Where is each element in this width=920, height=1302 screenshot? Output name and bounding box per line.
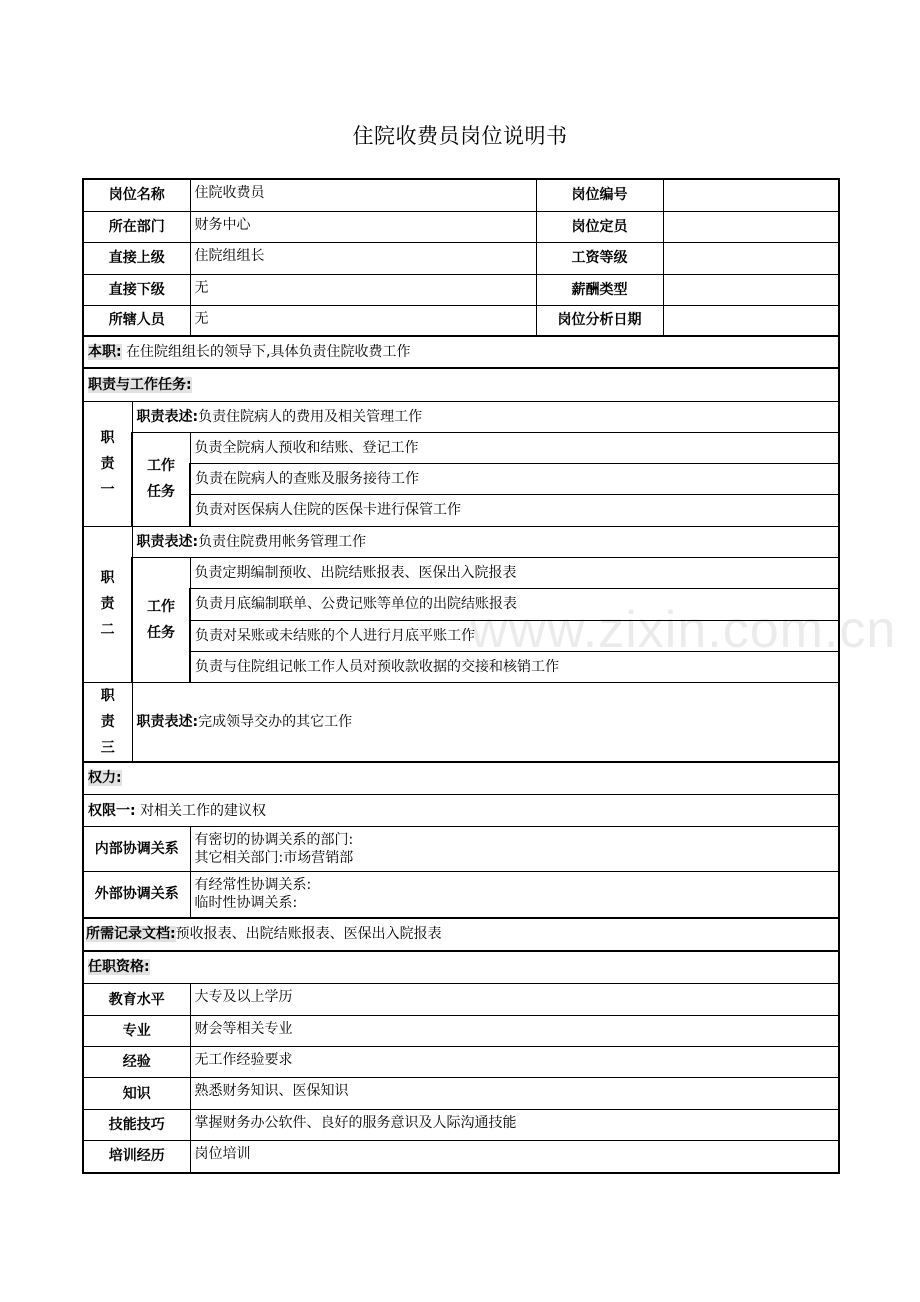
basic-value: 财务中心 xyxy=(190,211,536,242)
task-item: 负责月底编制联单、公费记账等单位的出院结账报表 xyxy=(190,588,839,620)
watermark: www.zixin.com.cn xyxy=(470,601,897,659)
duty-desc-text: 完成领导交办的其它工作 xyxy=(198,713,353,730)
basic-value: 住院收费员 xyxy=(190,179,536,211)
qual-label: 经验 xyxy=(83,1047,190,1078)
coord-line: 有密切的协调关系的部门: xyxy=(194,832,354,848)
external-coord-row xyxy=(83,872,839,918)
coord-line: 临时性协调关系: xyxy=(194,895,298,912)
duties-header: 职责与工作任务: xyxy=(88,376,192,393)
duty-desc-row xyxy=(83,526,839,557)
basic-value2 xyxy=(663,274,839,305)
basic-value2 xyxy=(663,179,839,211)
power-text: 对相关工作的建议权 xyxy=(140,802,267,819)
task-label: 工作 任务 xyxy=(132,557,190,682)
basic-label2: 岗位定员 xyxy=(536,211,663,242)
basic-label: 所在部门 xyxy=(83,211,190,242)
qual-row xyxy=(83,1016,839,1047)
basic-label2: 岗位分析日期 xyxy=(536,305,663,336)
qual-header-row xyxy=(83,951,839,984)
task-label: 工作 任务 xyxy=(132,432,190,526)
qual-row xyxy=(83,1078,839,1110)
coord-line: 有经常性协调关系: xyxy=(194,877,312,894)
duty-desc-text: 负责住院病人的费用及相关管理工作 xyxy=(198,408,423,425)
basic-row xyxy=(83,274,839,305)
internal-coord-label: 内部协调关系 xyxy=(83,827,190,872)
task-row xyxy=(83,651,839,682)
task-item: 负责对呆账或未结账的个人进行月底平账工作 xyxy=(190,620,839,651)
duty-desc-label: 职责表述: xyxy=(136,533,199,550)
duty-name: 职 责 二 xyxy=(83,526,132,682)
qual-row xyxy=(83,984,839,1016)
qual-row xyxy=(83,1141,839,1173)
duty-desc-row xyxy=(83,401,839,432)
qual-header: 任职资格: xyxy=(88,959,150,976)
basic-label: 岗位名称 xyxy=(83,179,190,211)
basic-label2: 薪酬类型 xyxy=(536,274,663,305)
task-item: 负责对医保病人住院的医保卡进行保管工作 xyxy=(190,494,839,526)
task-item: 负责与住院组记帐工作人员对预收款收据的交接和核销工作 xyxy=(190,651,839,682)
basic-row xyxy=(83,179,839,211)
duties-header-row xyxy=(83,368,839,401)
qual-value: 岗位培训 xyxy=(190,1141,839,1173)
duty-name: 职 责 一 xyxy=(83,401,132,526)
power-label: 权限一: xyxy=(88,802,136,819)
duty-name: 职 责 三 xyxy=(83,682,132,762)
basic-value2 xyxy=(663,242,839,274)
qual-label: 培训经历 xyxy=(83,1141,190,1173)
document-title: 住院收费员岗位说明书 xyxy=(352,124,568,148)
job-description-table xyxy=(82,178,840,1174)
duty-desc-label: 职责表述: xyxy=(136,713,199,730)
basic-value: 无 xyxy=(190,274,536,305)
qual-value: 无工作经验要求 xyxy=(190,1047,839,1078)
task-row xyxy=(83,588,839,620)
duty-main-text: 在住院组组长的领导下,具体负责住院收费工作 xyxy=(126,344,411,360)
qual-row xyxy=(83,1110,839,1141)
basic-label2: 工资等级 xyxy=(536,242,663,274)
external-coord-label: 外部协调关系 xyxy=(83,872,190,918)
basic-value2 xyxy=(663,305,839,336)
qual-value: 财会等相关专业 xyxy=(190,1016,839,1047)
task-item: 负责定期编制预收、出院结账报表、医保出入院报表 xyxy=(190,557,839,588)
basic-label2: 岗位编号 xyxy=(536,179,663,211)
basic-label: 直接上级 xyxy=(83,242,190,274)
records-text: 预收报表、出院结账报表、医保出入院报表 xyxy=(175,926,442,942)
power-header: 权力: xyxy=(88,770,122,787)
qual-label: 知识 xyxy=(83,1078,190,1110)
power-header-row xyxy=(83,762,839,795)
basic-value: 住院组组长 xyxy=(190,242,536,274)
duty-desc-text: 负责住院费用帐务管理工作 xyxy=(198,533,367,550)
task-item: 负责在院病人的查账及服务接待工作 xyxy=(190,463,839,494)
task-row xyxy=(83,494,839,526)
task-row xyxy=(83,620,839,651)
duty-main-row xyxy=(83,336,839,368)
duty-desc-label: 职责表述: xyxy=(136,408,199,425)
qual-label: 教育水平 xyxy=(83,984,190,1016)
qual-value: 大专及以上学历 xyxy=(190,984,839,1016)
internal-coord-row xyxy=(83,827,839,872)
qual-label: 技能技巧 xyxy=(83,1110,190,1141)
task-item: 负责全院病人预收和结账、登记工作 xyxy=(190,432,839,463)
basic-row xyxy=(83,242,839,274)
basic-label: 所辖人员 xyxy=(83,305,190,336)
basic-value: 无 xyxy=(190,305,536,336)
qual-label: 专业 xyxy=(83,1016,190,1047)
basic-label: 直接下级 xyxy=(83,274,190,305)
task-row xyxy=(83,463,839,494)
duty-main-label: 本职: xyxy=(88,344,122,360)
records-label: 所需记录文档: xyxy=(86,926,176,942)
basic-value2 xyxy=(663,211,839,242)
qual-row xyxy=(83,1047,839,1078)
basic-row xyxy=(83,211,839,242)
qual-value: 掌握财务办公软件、良好的服务意识及人际沟通技能 xyxy=(190,1110,839,1141)
power-row xyxy=(83,795,839,827)
records-row xyxy=(83,918,839,951)
task-row xyxy=(83,557,839,588)
basic-row xyxy=(83,305,839,336)
task-row xyxy=(83,432,839,463)
qual-value: 熟悉财务知识、医保知识 xyxy=(190,1078,839,1110)
duty-desc-row xyxy=(83,682,839,762)
coord-line: 其它相关部门:市场营销部 xyxy=(194,850,354,866)
